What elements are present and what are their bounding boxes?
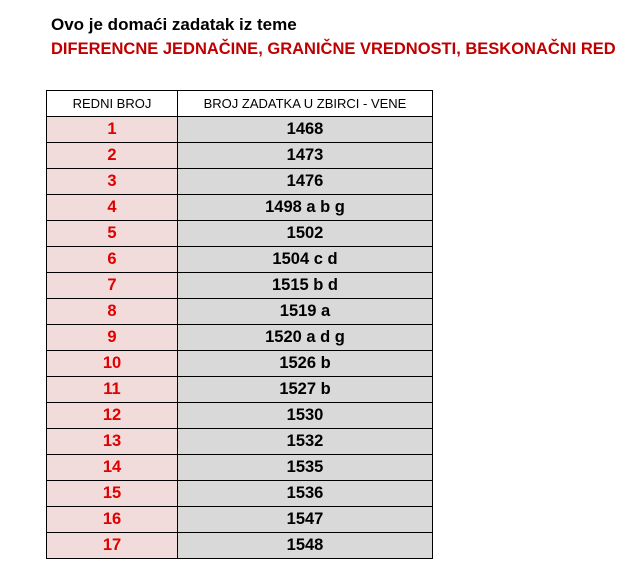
ordinal-cell: 3	[47, 169, 178, 195]
task-cell: 1504 c d	[178, 247, 433, 273]
task-cell: 1530	[178, 403, 433, 429]
table-row	[47, 169, 433, 195]
table-row	[47, 403, 433, 429]
ordinal-cell: 5	[47, 221, 178, 247]
table-row	[47, 481, 433, 507]
ordinal-cell: 9	[47, 325, 178, 351]
table-row	[47, 429, 433, 455]
ordinal-cell: 4	[47, 195, 178, 221]
ordinal-cell: 12	[47, 403, 178, 429]
task-cell: 1515 b d	[178, 273, 433, 299]
ordinal-cell: 6	[47, 247, 178, 273]
table-row	[47, 195, 433, 221]
table-header-row	[47, 91, 433, 117]
table-row	[47, 507, 433, 533]
task-cell: 1532	[178, 429, 433, 455]
ordinal-cell: 2	[47, 143, 178, 169]
table-row	[47, 117, 433, 143]
ordinal-cell: 16	[47, 507, 178, 533]
table-row	[47, 247, 433, 273]
task-cell: 1520 a d g	[178, 325, 433, 351]
task-cell: 1468	[178, 117, 433, 143]
column-header-task-number: BROJ ZADATKA U ZBIRCI - VENE	[178, 91, 433, 117]
ordinal-cell: 7	[47, 273, 178, 299]
ordinal-cell: 17	[47, 533, 178, 559]
intro-text: Ovo je domaći zadatak iz teme	[51, 15, 297, 34]
task-cell: 1536	[178, 481, 433, 507]
ordinal-cell: 8	[47, 299, 178, 325]
task-cell: 1498 a b g	[178, 195, 433, 221]
task-cell: 1502	[178, 221, 433, 247]
table-row	[47, 351, 433, 377]
column-header-ordinal: REDNI BROJ	[47, 91, 178, 117]
task-cell: 1476	[178, 169, 433, 195]
task-cell: 1473	[178, 143, 433, 169]
task-cell: 1535	[178, 455, 433, 481]
task-cell: 1548	[178, 533, 433, 559]
ordinal-cell: 15	[47, 481, 178, 507]
table-row	[47, 143, 433, 169]
table-row	[47, 377, 433, 403]
table-row	[47, 221, 433, 247]
task-cell: 1526 b	[178, 351, 433, 377]
task-cell: 1527 b	[178, 377, 433, 403]
task-cell: 1547	[178, 507, 433, 533]
table-row	[47, 533, 433, 559]
topic-title: DIFERENCNE JEDNAČINE, GRANIČNE VREDNOSTI, BESKONAČNI RED	[51, 40, 616, 58]
ordinal-cell: 11	[47, 377, 178, 403]
table-row	[47, 273, 433, 299]
table-row	[47, 325, 433, 351]
ordinal-cell: 13	[47, 429, 178, 455]
task-cell: 1519 a	[178, 299, 433, 325]
ordinal-cell: 1	[47, 117, 178, 143]
assignment-table	[46, 90, 433, 559]
table-row	[47, 455, 433, 481]
ordinal-cell: 10	[47, 351, 178, 377]
ordinal-cell: 14	[47, 455, 178, 481]
table-row	[47, 299, 433, 325]
